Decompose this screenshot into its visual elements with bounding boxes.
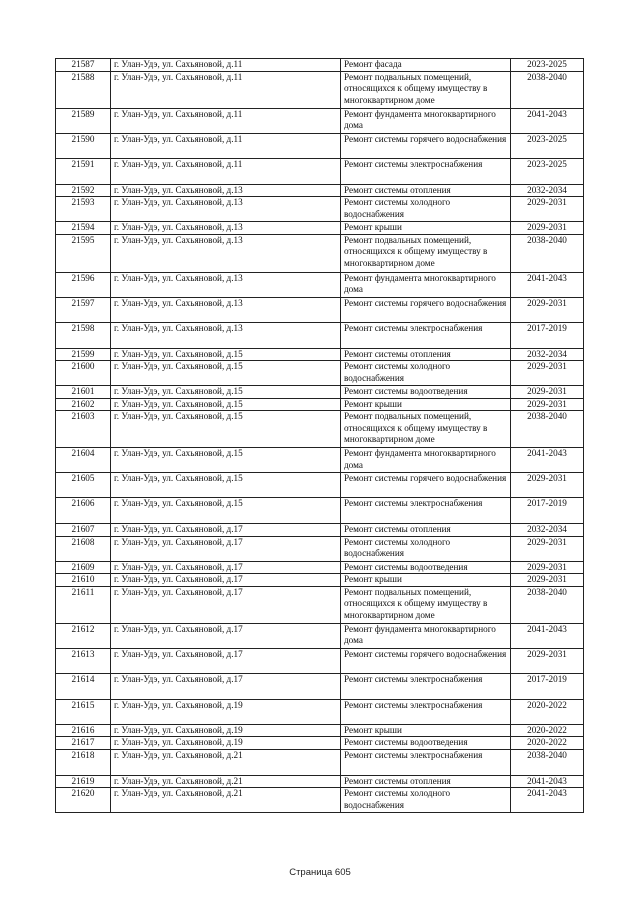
address-cell: г. Улан-Удэ, ул. Сахьяновой, д.15 bbox=[111, 348, 341, 361]
address-cell: г. Улан-Удэ, ул. Сахьяновой, д.21 bbox=[111, 749, 341, 775]
address-cell: г. Улан-Удэ, ул. Сахьяновой, д.17 bbox=[111, 648, 341, 673]
address-cell: г. Улан-Удэ, ул. Сахьяновой, д.17 bbox=[111, 561, 341, 574]
address-cell: г. Улан-Удэ, ул. Сахьяновой, д.15 bbox=[111, 361, 341, 386]
table-row bbox=[56, 574, 584, 587]
period-cell: 2038-2040 bbox=[511, 234, 584, 272]
address-cell: г. Улан-Удэ, ул. Сахьяновой, д.11 bbox=[111, 59, 341, 72]
period-cell: 2029-2031 bbox=[511, 297, 584, 322]
work-type-cell: Ремонт фасада bbox=[341, 59, 511, 72]
table-row bbox=[56, 71, 584, 108]
table-row bbox=[56, 473, 584, 498]
table-row bbox=[56, 448, 584, 473]
row-number: 21606 bbox=[56, 498, 111, 524]
work-type-cell: Ремонт системы электроснабжения bbox=[341, 749, 511, 775]
address-cell: г. Улан-Удэ, ул. Сахьяновой, д.13 bbox=[111, 272, 341, 297]
row-number: 21592 bbox=[56, 184, 111, 197]
work-type-cell: Ремонт системы горячего водоснабжения bbox=[341, 297, 511, 322]
period-cell: 2020-2022 bbox=[511, 699, 584, 724]
work-type-cell: Ремонт фундамента многоквартирного дома bbox=[341, 448, 511, 473]
table-row bbox=[56, 322, 584, 348]
page-number: Страница 605 bbox=[289, 867, 351, 878]
period-cell: 2032-2034 bbox=[511, 348, 584, 361]
table-row bbox=[56, 222, 584, 235]
period-cell: 2041-2043 bbox=[511, 272, 584, 297]
row-number: 21617 bbox=[56, 737, 111, 750]
table-row bbox=[56, 59, 584, 72]
table-row bbox=[56, 586, 584, 623]
work-type-cell: Ремонт подвальных помещений, относящихся к общему имуществу в многоквартирном доме bbox=[341, 234, 511, 272]
work-type-cell: Ремонт системы электроснабжения bbox=[341, 322, 511, 348]
period-cell: 2023-2025 bbox=[511, 133, 584, 158]
row-number: 21620 bbox=[56, 788, 111, 813]
table-row bbox=[56, 699, 584, 724]
row-number: 21607 bbox=[56, 524, 111, 537]
row-number: 21615 bbox=[56, 699, 111, 724]
work-type-cell: Ремонт системы электроснабжения bbox=[341, 699, 511, 724]
row-number: 21616 bbox=[56, 724, 111, 737]
row-number: 21619 bbox=[56, 775, 111, 788]
row-number: 21589 bbox=[56, 108, 111, 133]
work-type-cell: Ремонт крыши bbox=[341, 574, 511, 587]
work-type-cell: Ремонт системы холодного водоснабжения bbox=[341, 788, 511, 813]
work-type-cell: Ремонт системы водоотведения bbox=[341, 561, 511, 574]
address-cell: г. Улан-Удэ, ул. Сахьяновой, д.21 bbox=[111, 788, 341, 813]
table-row bbox=[56, 272, 584, 297]
period-cell: 2029-2031 bbox=[511, 222, 584, 235]
address-cell: г. Улан-Удэ, ул. Сахьяновой, д.15 bbox=[111, 386, 341, 399]
address-cell: г. Улан-Удэ, ул. Сахьяновой, д.13 bbox=[111, 234, 341, 272]
period-cell: 2029-2031 bbox=[511, 473, 584, 498]
period-cell: 2041-2043 bbox=[511, 788, 584, 813]
work-type-cell: Ремонт системы отопления bbox=[341, 775, 511, 788]
row-number: 21609 bbox=[56, 561, 111, 574]
row-number: 21610 bbox=[56, 574, 111, 587]
work-type-cell: Ремонт системы холодного водоснабжения bbox=[341, 536, 511, 561]
row-number: 21602 bbox=[56, 398, 111, 411]
table-row bbox=[56, 498, 584, 524]
row-number: 21608 bbox=[56, 536, 111, 561]
address-cell: г. Улан-Удэ, ул. Сахьяновой, д.15 bbox=[111, 411, 341, 448]
table-row bbox=[56, 184, 584, 197]
table-row bbox=[56, 361, 584, 386]
work-type-cell: Ремонт системы отопления bbox=[341, 184, 511, 197]
work-type-cell: Ремонт системы отопления bbox=[341, 524, 511, 537]
table-row bbox=[56, 623, 584, 648]
work-type-cell: Ремонт крыши bbox=[341, 724, 511, 737]
row-number: 21599 bbox=[56, 348, 111, 361]
period-cell: 2038-2040 bbox=[511, 71, 584, 108]
work-type-cell: Ремонт фундамента многоквартирного дома bbox=[341, 272, 511, 297]
work-type-cell: Ремонт системы горячего водоснабжения bbox=[341, 648, 511, 673]
address-cell: г. Улан-Удэ, ул. Сахьяновой, д.13 bbox=[111, 222, 341, 235]
period-cell: 2023-2025 bbox=[511, 59, 584, 72]
table-row bbox=[56, 398, 584, 411]
period-cell: 2041-2043 bbox=[511, 775, 584, 788]
work-type-cell: Ремонт подвальных помещений, относящихся к общему имуществу в многоквартирном доме bbox=[341, 586, 511, 623]
period-cell: 2038-2040 bbox=[511, 749, 584, 775]
table-body bbox=[56, 59, 584, 813]
row-number: 21587 bbox=[56, 59, 111, 72]
work-type-cell: Ремонт крыши bbox=[341, 398, 511, 411]
table-row bbox=[56, 524, 584, 537]
address-cell: г. Улан-Удэ, ул. Сахьяновой, д.11 bbox=[111, 133, 341, 158]
period-cell: 2029-2031 bbox=[511, 536, 584, 561]
table-row bbox=[56, 411, 584, 448]
address-cell: г. Улан-Удэ, ул. Сахьяновой, д.21 bbox=[111, 775, 341, 788]
table-row bbox=[56, 133, 584, 158]
work-type-cell: Ремонт фундамента многоквартирного дома bbox=[341, 108, 511, 133]
table-row bbox=[56, 749, 584, 775]
table-row bbox=[56, 234, 584, 272]
period-cell: 2020-2022 bbox=[511, 724, 584, 737]
row-number: 21593 bbox=[56, 197, 111, 222]
work-type-cell: Ремонт системы отопления bbox=[341, 348, 511, 361]
row-number: 21613 bbox=[56, 648, 111, 673]
address-cell: г. Улан-Удэ, ул. Сахьяновой, д.13 bbox=[111, 197, 341, 222]
table-row bbox=[56, 348, 584, 361]
row-number: 21612 bbox=[56, 623, 111, 648]
table-row bbox=[56, 775, 584, 788]
address-cell: г. Улан-Удэ, ул. Сахьяновой, д.17 bbox=[111, 673, 341, 699]
row-number: 21595 bbox=[56, 234, 111, 272]
period-cell: 2020-2022 bbox=[511, 737, 584, 750]
row-number: 21588 bbox=[56, 71, 111, 108]
period-cell: 2038-2040 bbox=[511, 586, 584, 623]
period-cell: 2041-2043 bbox=[511, 108, 584, 133]
address-cell: г. Улан-Удэ, ул. Сахьяновой, д.15 bbox=[111, 448, 341, 473]
work-type-cell: Ремонт системы водоотведения bbox=[341, 737, 511, 750]
address-cell: г. Улан-Удэ, ул. Сахьяновой, д.17 bbox=[111, 574, 341, 587]
table-row bbox=[56, 724, 584, 737]
address-cell: г. Улан-Удэ, ул. Сахьяновой, д.19 bbox=[111, 737, 341, 750]
row-number: 21600 bbox=[56, 361, 111, 386]
work-type-cell: Ремонт системы водоотведения bbox=[341, 386, 511, 399]
work-type-cell: Ремонт крыши bbox=[341, 222, 511, 235]
address-cell: г. Улан-Удэ, ул. Сахьяновой, д.17 bbox=[111, 536, 341, 561]
period-cell: 2017-2019 bbox=[511, 322, 584, 348]
period-cell: 2029-2031 bbox=[511, 561, 584, 574]
address-cell: г. Улан-Удэ, ул. Сахьяновой, д.19 bbox=[111, 724, 341, 737]
table-row bbox=[56, 108, 584, 133]
address-cell: г. Улан-Удэ, ул. Сахьяновой, д.11 bbox=[111, 158, 341, 184]
period-cell: 2038-2040 bbox=[511, 411, 584, 448]
repair-schedule-table bbox=[55, 58, 584, 813]
row-number: 21604 bbox=[56, 448, 111, 473]
row-number: 21601 bbox=[56, 386, 111, 399]
address-cell: г. Улан-Удэ, ул. Сахьяновой, д.17 bbox=[111, 524, 341, 537]
period-cell: 2041-2043 bbox=[511, 448, 584, 473]
address-cell: г. Улан-Удэ, ул. Сахьяновой, д.17 bbox=[111, 623, 341, 648]
period-cell: 2017-2019 bbox=[511, 673, 584, 699]
row-number: 21603 bbox=[56, 411, 111, 448]
work-type-cell: Ремонт системы электроснабжения bbox=[341, 673, 511, 699]
work-type-cell: Ремонт подвальных помещений, относящихся к общему имуществу в многоквартирном доме bbox=[341, 411, 511, 448]
period-cell: 2017-2019 bbox=[511, 498, 584, 524]
period-cell: 2032-2034 bbox=[511, 524, 584, 537]
address-cell: г. Улан-Удэ, ул. Сахьяновой, д.11 bbox=[111, 108, 341, 133]
period-cell: 2023-2025 bbox=[511, 158, 584, 184]
address-cell: г. Улан-Удэ, ул. Сахьяновой, д.13 bbox=[111, 322, 341, 348]
work-type-cell: Ремонт системы холодного водоснабжения bbox=[341, 361, 511, 386]
address-cell: г. Улан-Удэ, ул. Сахьяновой, д.17 bbox=[111, 586, 341, 623]
period-cell: 2029-2031 bbox=[511, 386, 584, 399]
table-row bbox=[56, 536, 584, 561]
table-row bbox=[56, 673, 584, 699]
table-row bbox=[56, 158, 584, 184]
work-type-cell: Ремонт системы электроснабжения bbox=[341, 498, 511, 524]
row-number: 21598 bbox=[56, 322, 111, 348]
address-cell: г. Улан-Удэ, ул. Сахьяновой, д.15 bbox=[111, 473, 341, 498]
row-number: 21594 bbox=[56, 222, 111, 235]
row-number: 21611 bbox=[56, 586, 111, 623]
work-type-cell: Ремонт системы холодного водоснабжения bbox=[341, 197, 511, 222]
table-row bbox=[56, 561, 584, 574]
work-type-cell: Ремонт системы горячего водоснабжения bbox=[341, 133, 511, 158]
table-row bbox=[56, 197, 584, 222]
period-cell: 2029-2031 bbox=[511, 648, 584, 673]
address-cell: г. Улан-Удэ, ул. Сахьяновой, д.19 bbox=[111, 699, 341, 724]
address-cell: г. Улан-Удэ, ул. Сахьяновой, д.15 bbox=[111, 398, 341, 411]
table-row bbox=[56, 297, 584, 322]
table-row bbox=[56, 648, 584, 673]
work-type-cell: Ремонт системы электроснабжения bbox=[341, 158, 511, 184]
table-row bbox=[56, 788, 584, 813]
work-type-cell: Ремонт фундамента многоквартирного дома bbox=[341, 623, 511, 648]
row-number: 21597 bbox=[56, 297, 111, 322]
address-cell: г. Улан-Удэ, ул. Сахьяновой, д.11 bbox=[111, 71, 341, 108]
work-type-cell: Ремонт подвальных помещений, относящихся к общему имуществу в многоквартирном доме bbox=[341, 71, 511, 108]
row-number: 21614 bbox=[56, 673, 111, 699]
row-number: 21596 bbox=[56, 272, 111, 297]
address-cell: г. Улан-Удэ, ул. Сахьяновой, д.13 bbox=[111, 297, 341, 322]
row-number: 21590 bbox=[56, 133, 111, 158]
address-cell: г. Улан-Удэ, ул. Сахьяновой, д.15 bbox=[111, 498, 341, 524]
row-number: 21605 bbox=[56, 473, 111, 498]
period-cell: 2032-2034 bbox=[511, 184, 584, 197]
table-row bbox=[56, 386, 584, 399]
period-cell: 2029-2031 bbox=[511, 574, 584, 587]
table-row bbox=[56, 737, 584, 750]
work-type-cell: Ремонт системы горячего водоснабжения bbox=[341, 473, 511, 498]
address-cell: г. Улан-Удэ, ул. Сахьяновой, д.13 bbox=[111, 184, 341, 197]
period-cell: 2029-2031 bbox=[511, 197, 584, 222]
period-cell: 2029-2031 bbox=[511, 361, 584, 386]
row-number: 21618 bbox=[56, 749, 111, 775]
row-number: 21591 bbox=[56, 158, 111, 184]
period-cell: 2029-2031 bbox=[511, 398, 584, 411]
period-cell: 2041-2043 bbox=[511, 623, 584, 648]
